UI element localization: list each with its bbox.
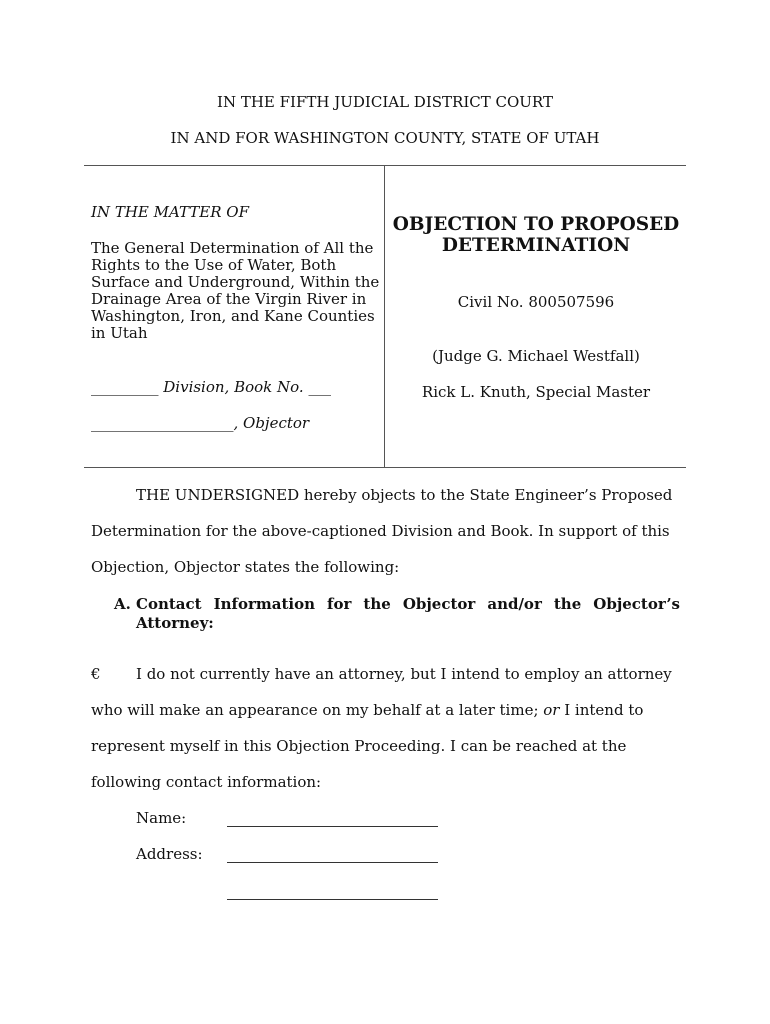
matter-description: The General Determination of All the Rights to the Use of Water, Both Surface and Underground, Within the Drainage Area of the Virgin River in Washington, Iron, and Kane Counties in Utah bbox=[91, 239, 380, 342]
court-county: IN AND FOR WASHINGTON COUNTY, STATE OF UTAH bbox=[170, 129, 600, 147]
option-or: or bbox=[543, 701, 560, 719]
book-blank[interactable]: ___ bbox=[308, 378, 331, 396]
caption-divider bbox=[384, 165, 385, 467]
intro-paragraph bbox=[91, 477, 681, 585]
objector-line bbox=[91, 414, 309, 432]
intro-line-3: Objection, Objector states the following: bbox=[91, 558, 400, 576]
objector-blank[interactable]: ___________________ bbox=[91, 414, 234, 432]
name-label: Name: bbox=[136, 809, 187, 827]
intro-line-1: THE UNDERSIGNED hereby objects to the State Engineer’s Proposed bbox=[136, 486, 673, 504]
option-line-2b: I intend to bbox=[559, 701, 644, 719]
checkbox-icon[interactable]: € bbox=[91, 665, 101, 683]
special-master: Rick L. Knuth, Special Master bbox=[421, 383, 651, 401]
objector-label: , Objector bbox=[233, 414, 310, 432]
division-label: Division, Book No. bbox=[158, 378, 309, 396]
division-blank[interactable]: _________ bbox=[91, 378, 159, 396]
address-field-line2[interactable] bbox=[227, 899, 438, 900]
section-a-heading bbox=[114, 595, 680, 632]
option-line-2a: who will make an appearance on my behalf at a later time; bbox=[91, 701, 544, 719]
name-field[interactable] bbox=[227, 826, 438, 827]
division-book-line bbox=[91, 378, 331, 396]
option-line-2 bbox=[91, 692, 681, 728]
intro-line-2: Determination for the above-captioned Division and Book. In support of this bbox=[91, 522, 670, 540]
civil-number: Civil No. 800507596 bbox=[457, 293, 615, 311]
judge-name: (Judge G. Michael Westfall) bbox=[432, 347, 640, 365]
caption-bottom-rule bbox=[84, 467, 686, 468]
section-a-title-line1: Contact Information for the Objector and/or the Objector’s bbox=[136, 595, 680, 613]
matter-of-heading: IN THE MATTER OF bbox=[91, 203, 249, 221]
document-title: OBJECTION TO PROPOSED DETERMINATION bbox=[392, 214, 680, 256]
section-a-letter: A. bbox=[114, 595, 131, 613]
address-label: Address: bbox=[136, 845, 203, 863]
court-name: IN THE FIFTH JUDICIAL DISTRICT COURT bbox=[217, 93, 553, 111]
section-a-title-line2: Attorney: bbox=[136, 614, 214, 632]
option-paragraph bbox=[91, 656, 681, 800]
option-line-3: represent myself in this Objection Proceeding. I can be reached at the bbox=[91, 737, 627, 755]
option-line-4: following contact information: bbox=[91, 773, 322, 791]
caption-top-rule bbox=[84, 165, 686, 166]
option-line-1: I do not currently have an attorney, but I intend to employ an attorney bbox=[136, 665, 672, 683]
address-field-line1[interactable] bbox=[227, 862, 438, 863]
